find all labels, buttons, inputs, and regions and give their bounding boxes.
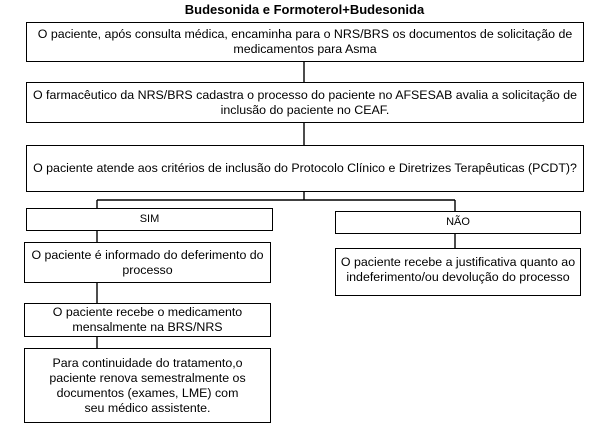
branch-yes-box bbox=[26, 208, 273, 231]
branch-no-label: NÃO bbox=[446, 216, 470, 228]
branch-no-box bbox=[335, 211, 581, 234]
step-pharmacist-text: O farmacêutico da NRS/BRS cadastra o processo do paciente no AFSESAB avalia a solicitação de inclusão do paciente no CEAF. bbox=[32, 87, 578, 117]
receives-medication-text: O paciente recebe o medicamento mensalmente na BRS/NRS bbox=[52, 305, 243, 334]
continuity-box bbox=[24, 348, 271, 423]
step-pharmacist-box bbox=[26, 82, 584, 123]
receives-medication-box bbox=[24, 303, 271, 337]
branch-yes-label: SIM bbox=[139, 213, 160, 225]
informed-approval-box bbox=[24, 242, 271, 283]
informed-approval-text: O paciente é informado do deferimento do processo bbox=[31, 247, 264, 277]
question-criteria-text: O paciente atende aos critérios de inclusão do Protocolo Clínico e Diretrizes Terapêuticas (PCDT)? bbox=[33, 161, 577, 175]
step-consultation-text: O paciente, após consulta médica, encaminha para o NRS/BRS os documentos de solicitação de medicamentos para Asma bbox=[37, 27, 573, 56]
step-consultation-box bbox=[26, 22, 584, 62]
continuity-text: Para continuidade do tratamento,o paciente renova semestralmente os documentos (exames, LME) com seu médico assistente. bbox=[49, 355, 246, 415]
diagram-title: Budesonida e Formoterol+Budesonida bbox=[184, 2, 425, 17]
justification-box bbox=[335, 248, 581, 296]
justification-text: O paciente recebe a justificativa quanto ao indeferimento/ou devolução do processo bbox=[340, 255, 576, 284]
question-criteria-box bbox=[26, 145, 584, 192]
